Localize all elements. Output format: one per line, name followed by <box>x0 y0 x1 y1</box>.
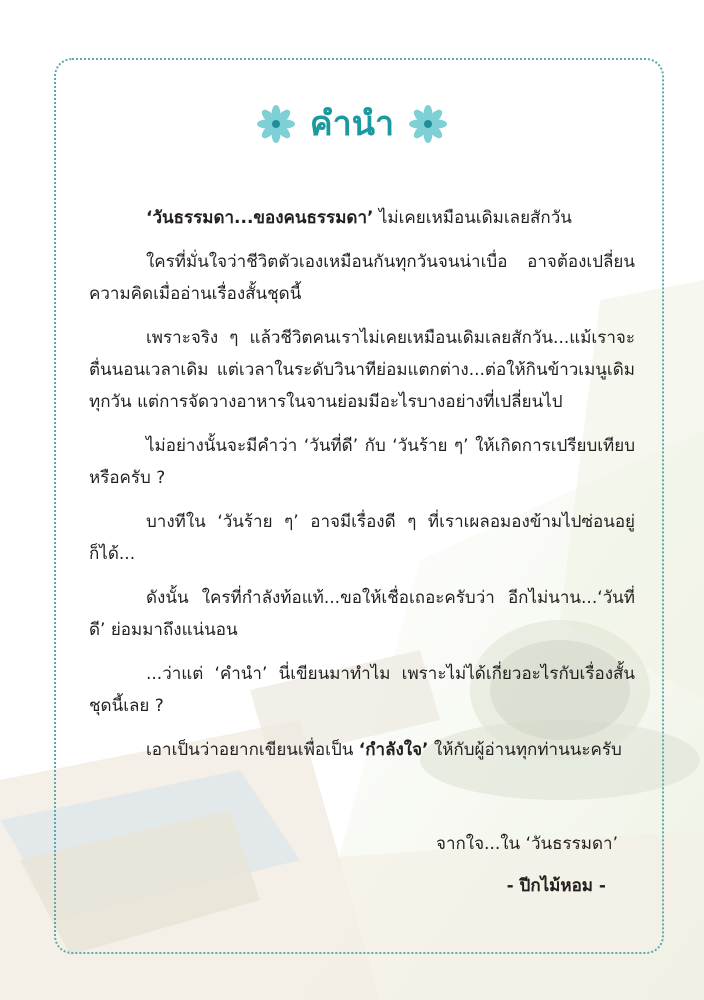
paragraph-text: ไม่เคยเหมือนเดิมเลยสักวัน <box>373 208 572 228</box>
paragraph-8 <box>89 734 635 766</box>
signature-line: จากใจ...ใน ‘วันธรรมดา’ <box>435 834 618 854</box>
paragraph-7: ...ว่าแต่ ‘คำนำ’ นี่เขียนมาทำไม เพราะไม่ได้เกี่ยวอะไรกับเรื่องสั้นชุดนี้เลย ? <box>89 664 635 716</box>
paragraph-2: ใครที่มั่นใจว่าชีวิตตัวเองเหมือนกันทุกวันจนน่าเบื่อ อาจต้องเปลี่ยนความคิดเมื่ออ่านเรื่องสั้นชุดนี้ <box>89 252 635 304</box>
bold-lead: ‘วันธรรมดา...ของคนธรรมดา’ <box>146 208 374 228</box>
paragraph-1 <box>89 202 635 234</box>
preface-body <box>89 202 635 778</box>
paragraph-6: ดังนั้น ใครที่กำลังท้อแท้...ขอให้เชื่อเถอะครับว่า อีกไม่นาน...‘วันที่ดี’ ย่อมมาถึงแน่นอน <box>89 588 635 640</box>
paragraph-text: ให้กับผู้อ่านทุกท่านนะครับ <box>428 740 622 760</box>
paragraph-5: บางทีใน ‘วันร้าย ๆ’ อาจมีเรื่องดี ๆ ที่เราเผลอมองข้ามไปซ่อนอยู่ก็ได้... <box>89 512 635 564</box>
author-name: - ปีกไม้หอม - <box>506 876 606 896</box>
paragraph-4: ไม่อย่างนั้นจะมีคำว่า ‘วันที่ดี’ กับ ‘วันร้าย ๆ’ ให้เกิดการเปรียบเทียบหรือครับ ? <box>89 436 635 488</box>
bold-word: ‘กำลังใจ’ <box>358 740 429 760</box>
page-title: คำนำ <box>309 104 395 144</box>
paragraph-3: เพราะจริง ๆ แล้วชีวิตคนเราไม่เคยเหมือนเดิมเลยสักวัน...แม้เราจะตื่นนอนเวลาเดิม แต่เวลาในระดับวินาทีย่อมแตกต่าง...ต่อให้กินข้าวเมนูเดิมทุกวัน แต่การจัดวางอาหารในจานย่อมมีอะไรบางอย่างที่เปลี่ยนไป <box>89 328 635 412</box>
flower-icon <box>256 104 296 144</box>
paragraph-text: เอาเป็นว่าอยากเขียนเพื่อเป็น <box>146 740 359 760</box>
flower-icon <box>408 104 448 144</box>
title-row <box>0 96 704 152</box>
